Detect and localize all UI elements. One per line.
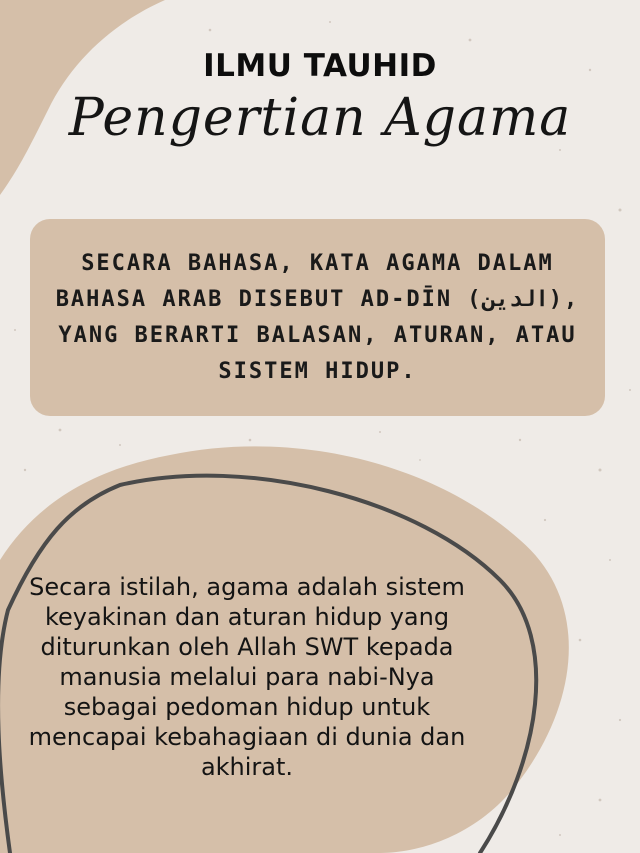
definition-bahasa-text: SECARA BAHASA, KATA AGAMA DALAM BAHASA ARAB DISEBUT AD-DĪN (الدين), YANG BERARTI BALASAN, ATURAN, ATAU SISTEM HIDUP. <box>55 250 580 384</box>
definition-istilah-text: Secara istilah, agama adalah sistem keyakinan dan aturan hidup yang diturunkan oleh Allah SWT kepada manusia melalui para nabi-Nya sebagai pedoman hidup untuk mencapai kebahagiaan di dunia dan akhirat. <box>28 573 466 781</box>
page-title: ILMU TAUHID <box>203 48 437 84</box>
page-subtitle: Pengertian Agama <box>68 88 572 148</box>
definition-bahasa-card <box>30 219 605 416</box>
